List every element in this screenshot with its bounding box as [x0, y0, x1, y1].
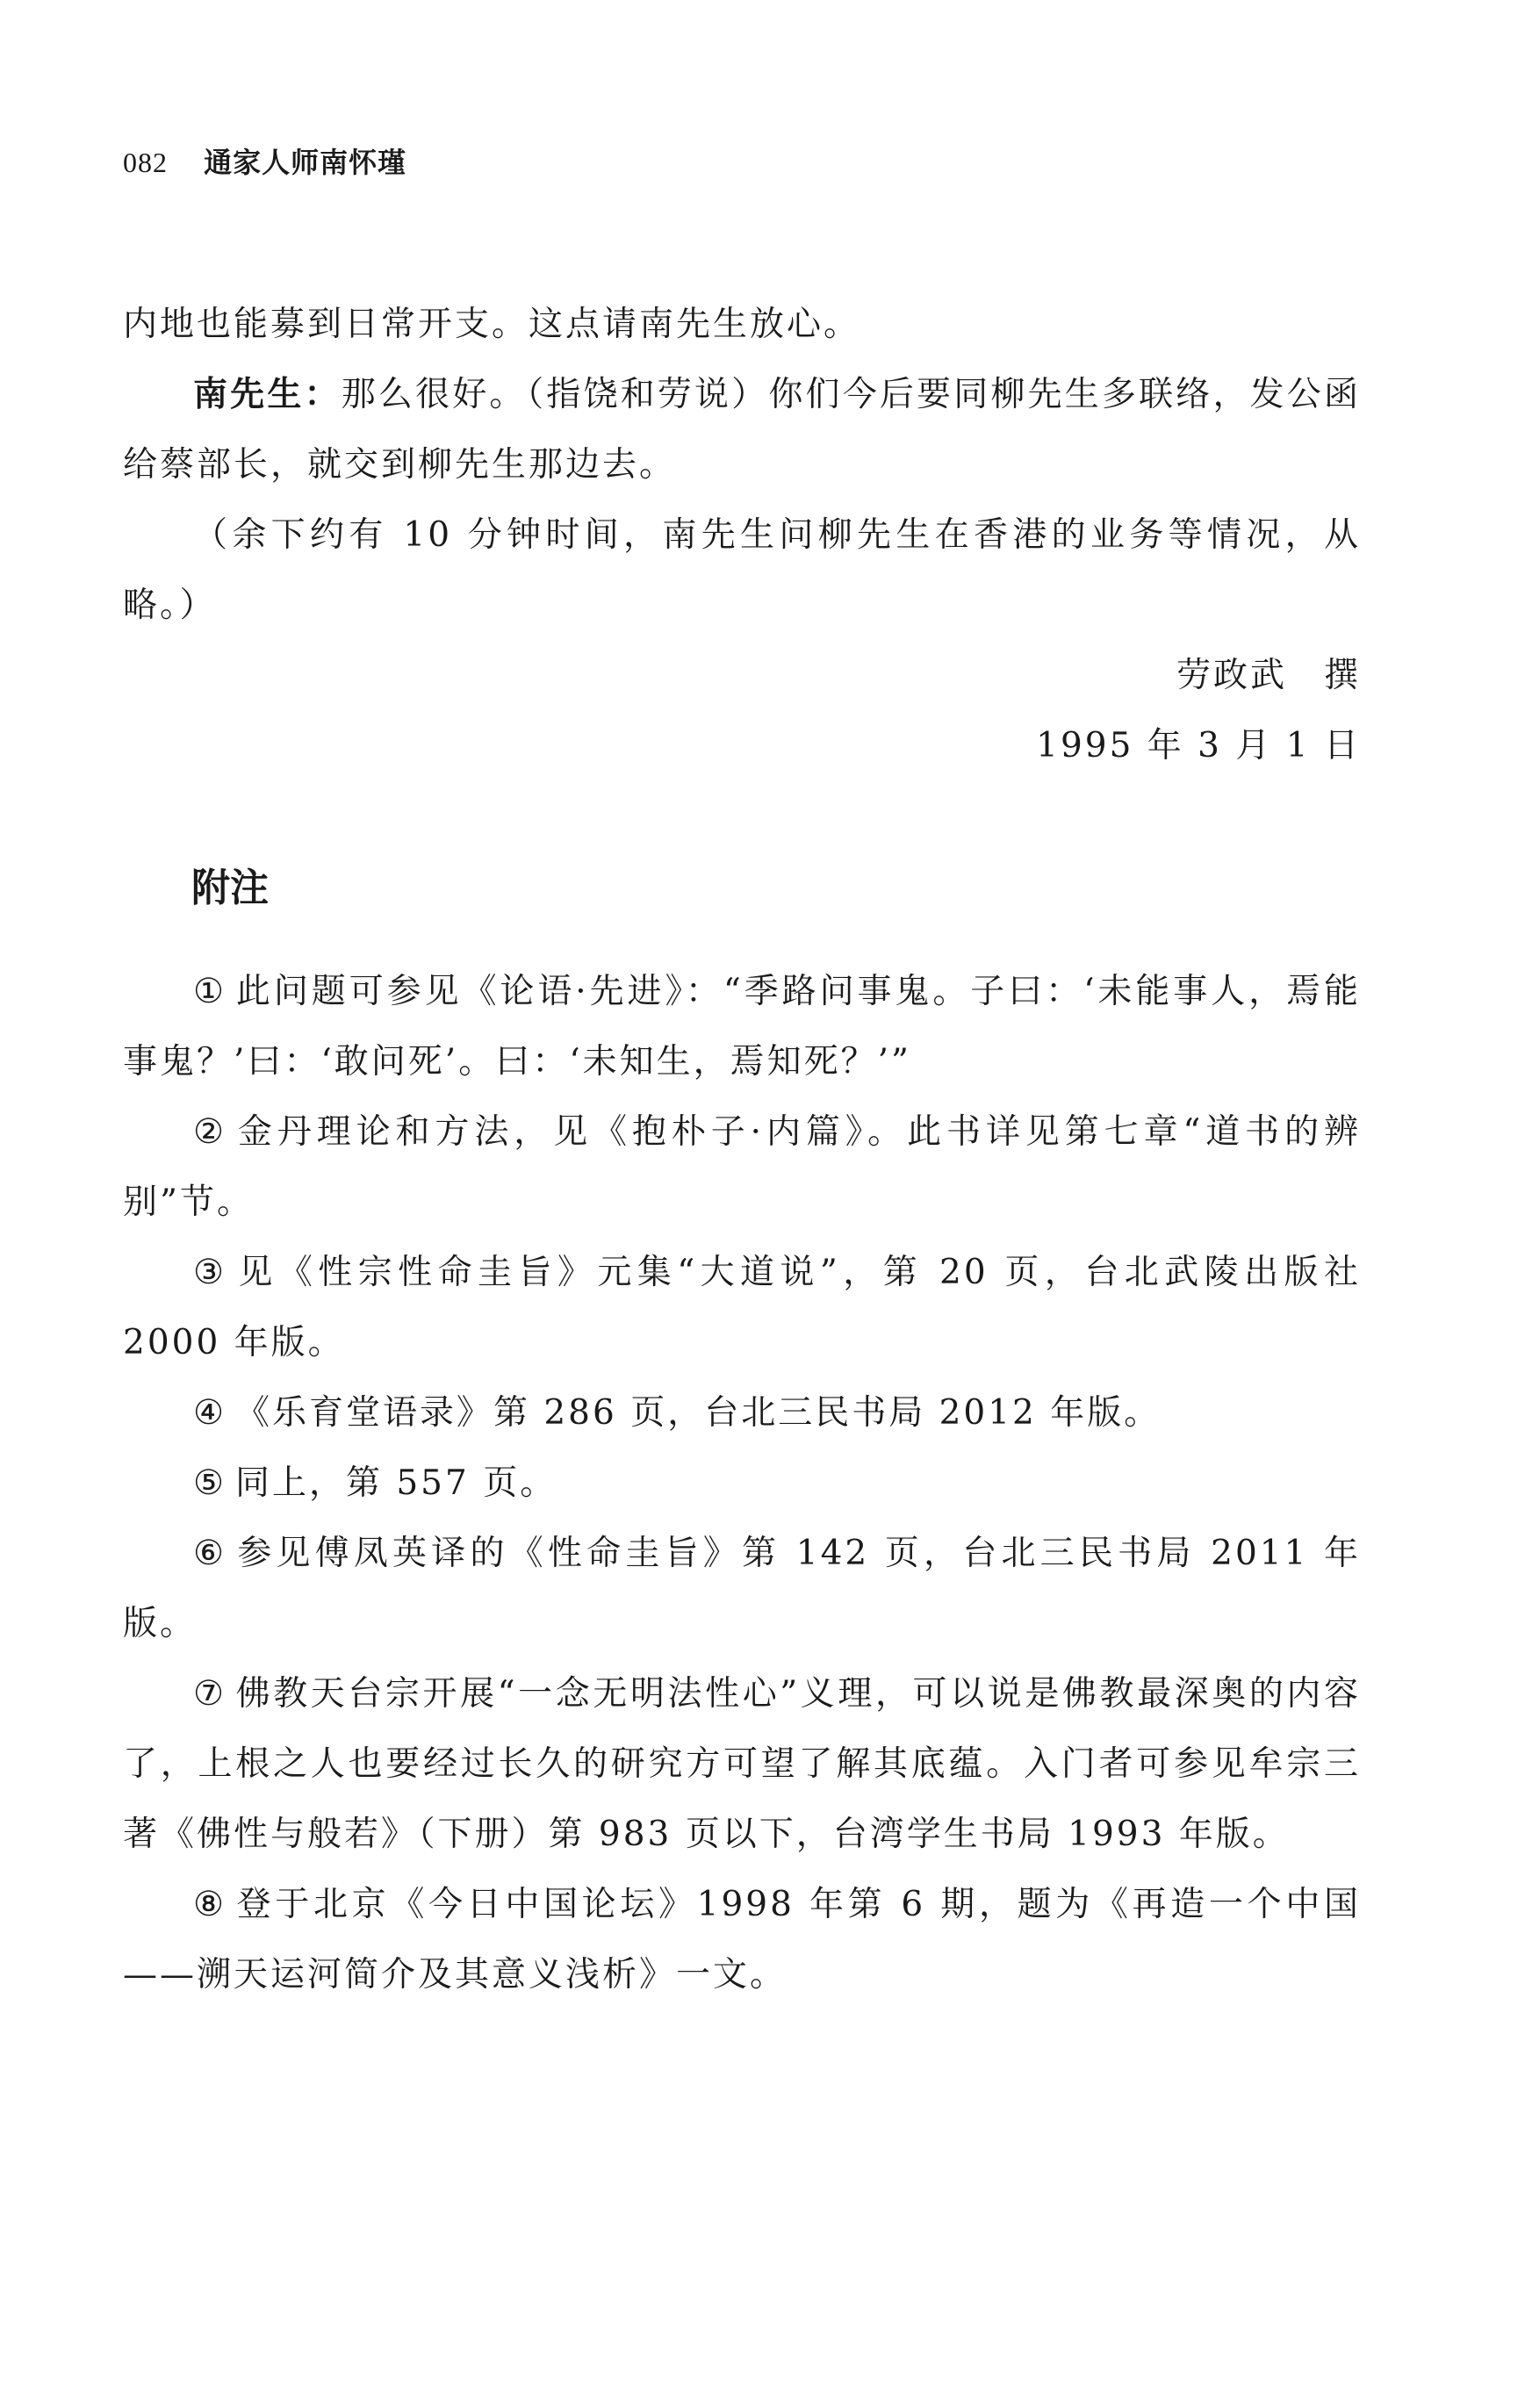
note-marker: ⑤	[193, 1463, 227, 1503]
note-item	[123, 1659, 1361, 1870]
note-text: 佛教天台宗开展“一念无明法性心”义理，可以说是佛教最深奥的内容了，上根之人也要经过长久的研究方可望了解其底蕴。入门者可参见牟宗三著《佛性与般若》（下册）第 983 页以下，台湾学生书局 1993 年版。	[123, 1674, 1361, 1854]
note-marker: ⑧	[193, 1885, 228, 1924]
note-marker: ①	[193, 972, 227, 1011]
note-item	[123, 1378, 1361, 1448]
note-text: 同上，第 557 页。	[234, 1463, 557, 1503]
paragraph-1: 内地也能募到日常开支。这点请南先生放心。	[123, 305, 861, 344]
note-marker: ⑦	[193, 1674, 227, 1714]
note-marker: ②	[193, 1112, 229, 1152]
note-text: 参见傅凤英译的《性命圭旨》第 142 页，台北三民书局 2011 年版。	[123, 1534, 1362, 1643]
paragraph-2-text: 那么很好。（指饶和劳说）你们今后要同柳先生多联络，发公函给蔡部长，就交到柳先生那边去。	[123, 375, 1361, 485]
signature-date: 1995 年 3 月 1 日	[1036, 726, 1361, 766]
note-text: 登于北京《今日中国论坛》1998 年第 6 期，题为《再造一个中国——溯天运河简介及其意义浅析》一文。	[123, 1885, 1361, 1995]
notes-list	[123, 957, 1361, 2010]
note-item	[123, 1519, 1361, 1659]
page-number: 082	[123, 147, 168, 178]
book-title: 通家人师南怀瑾	[204, 146, 407, 179]
paragraph-3: （余下约有 10 分钟时间，南先生问柳先生在香港的业务等情况，从略。）	[123, 515, 1361, 625]
dialogue-text	[123, 290, 1361, 641]
signature-author: 劳政武 撰	[1176, 656, 1361, 695]
note-item	[123, 1448, 1361, 1519]
note-marker: ④	[193, 1393, 227, 1433]
note-item	[123, 957, 1361, 1097]
note-marker: ③	[193, 1253, 230, 1292]
speaker-label: 南先生：	[193, 375, 342, 414]
signature-block	[1036, 641, 1361, 781]
note-text: 金丹理论和方法，见《抱朴子·内篇》。此书详见第七章“道书的辨别”节。	[123, 1112, 1361, 1222]
running-header	[123, 140, 406, 181]
note-item	[123, 1238, 1361, 1378]
note-text: 见《性宗性命圭旨》元集“大道说”，第 20 页，台北武陵出版社 2000 年版。	[123, 1253, 1361, 1362]
note-marker: ⑥	[193, 1534, 229, 1573]
note-item	[123, 1870, 1361, 2010]
note-text: 《乐育堂语录》第 286 页，台北三民书局 2012 年版。	[234, 1393, 1162, 1433]
notes-heading: 附注	[191, 866, 269, 910]
note-text: 此问题可参见《论语·先进》：“季路问事鬼。子曰：‘未能事人，焉能事鬼？’曰：‘敢问死’。曰：‘未知生，焉知死？’”	[123, 972, 1362, 1082]
note-item	[123, 1097, 1361, 1238]
paragraph-2	[123, 360, 1361, 500]
